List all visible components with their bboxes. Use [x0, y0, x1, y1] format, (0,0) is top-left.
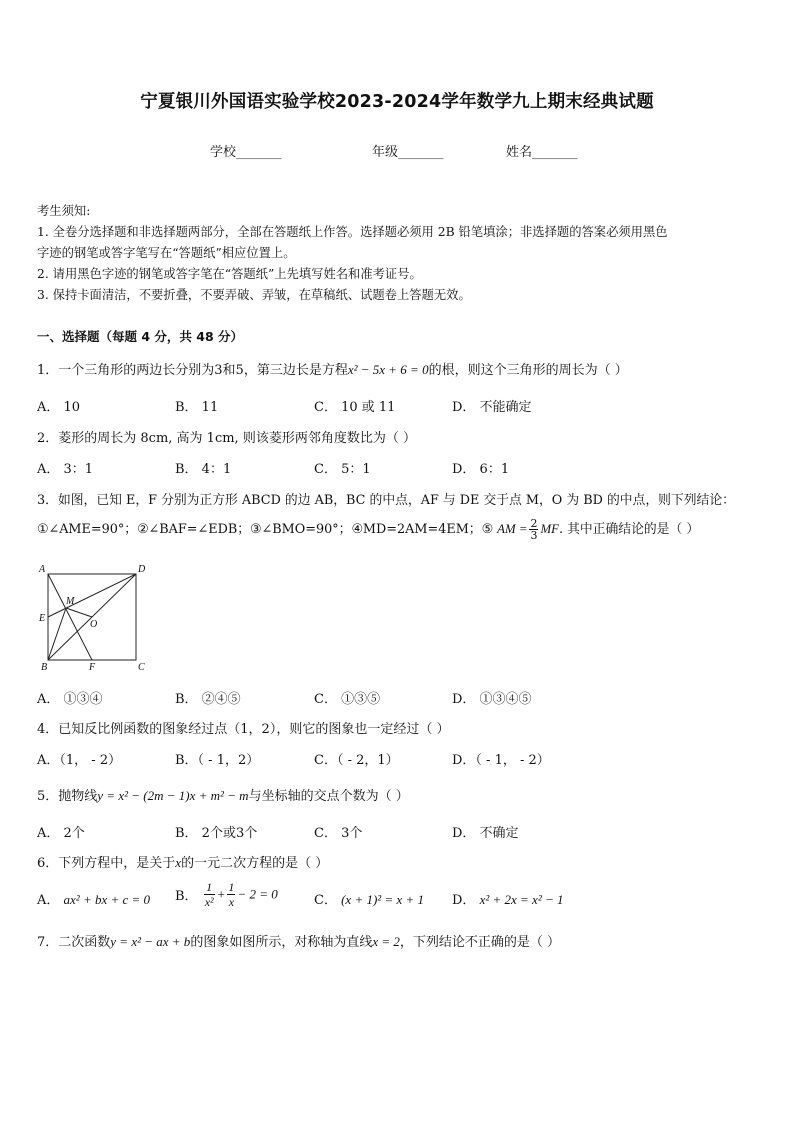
q6-text-pre: 6．下列方程中，是关于: [37, 856, 176, 871]
q3-text-post: . 其中正确结论的是（ ）: [558, 522, 700, 537]
q1-text-post: 的根，则这个三角形的周长为（ ）: [428, 363, 628, 378]
question-6: [37, 852, 328, 871]
q1-option-d: D． 不能确定: [452, 400, 532, 415]
note-1a: 1. 全卷分选择题和非选择题两部分，全部在答题纸上作答。选择题必须用 2B 铅笔填涂；非选择题的答案必须用黑色: [37, 225, 668, 239]
q5-text-post: 与坐标轴的交点个数为（ ）: [248, 789, 409, 804]
q6-variable: x: [175, 855, 182, 870]
q5-option-c: C． 3个: [314, 826, 363, 841]
q4-option-d: D．（ - 1， - 2）: [452, 753, 550, 768]
q3-option-a: A． ①③④: [37, 692, 103, 707]
label-c: C: [138, 662, 145, 673]
note-3: 3. 保持卡面清洁，不要折叠，不要弄破、弄皱，在草稿纸、试题卷上答题无效。: [37, 288, 471, 302]
notes-heading: 考生须知:: [37, 204, 91, 218]
q2-option-b: B． 4：1: [175, 462, 232, 477]
label-a: A: [39, 564, 46, 575]
q5-option-d: D． 不确定: [452, 826, 519, 841]
q5-equation: y = x² − (2m − 1)x + m² − m: [97, 788, 249, 803]
q4-option-c: C．（ - 2，1）: [314, 753, 399, 768]
q1-text-pre: 1．一个三角形的两边长分别为3和5，第三边长是方程: [37, 363, 348, 378]
q4-option-a: A．（1， - 2）: [37, 753, 122, 768]
section-heading: 一、选择题（每题 4 分，共 48 分）: [37, 329, 244, 344]
name-field: 姓名_______: [506, 145, 578, 160]
q7-axis: x = 2: [372, 934, 400, 949]
q7-equation: y = x² − ax + b: [110, 934, 191, 949]
question-7: 7．二次函数y = x² − ax + b的图象如图所示，对称轴为直线x = 2，下列结论不正确的是（ ）: [37, 934, 561, 950]
q3-option-c: C． ①③⑤: [314, 692, 381, 707]
square-figure: [36, 560, 156, 675]
label-m: M: [66, 596, 75, 607]
label-o: O: [90, 619, 98, 630]
question-4: 4．已知反比例函数的图象经过点（1，2），则它的图象也一定经过（ ）: [37, 722, 450, 737]
q4-option-b: B．（ - 1，2）: [175, 753, 260, 768]
q6-option-d: D． x² + 2x = x² − 1: [452, 892, 564, 908]
q5-option-b: B． 2个或3个: [175, 826, 258, 841]
q2-option-d: D． 6：1: [452, 462, 510, 477]
question-2: 2．菱形的周长为 8cm, 高为 1cm, 则该菱形两邻角度数比为（ ）: [37, 431, 416, 446]
note-2: 2. 请用黑色字迹的钢笔或答字笔在“答题纸”上先填写姓名和准考证号。: [37, 267, 422, 281]
q6-option-b: B． $\frac{1}{\text{x²}}$ + $\frac{1}{x}$ − 2 = 0: [175, 880, 278, 909]
q3-fraction: $\frac{2}{3}$: [530, 517, 538, 542]
q1-option-c: C． 10 或 11: [314, 400, 396, 415]
label-d: D: [138, 564, 146, 575]
q1-option-b: B． 11: [175, 400, 219, 415]
q3-am: AM =: [497, 522, 528, 536]
q5-text-pre: 5．抛物线: [37, 789, 98, 804]
q5-option-a: A． 2个: [37, 826, 85, 841]
q2-option-a: A． 3：1: [37, 462, 94, 477]
q6-option-a: A． ax² + bx + c = 0: [37, 892, 151, 908]
q3-option-b: B． ②④⑤: [175, 692, 241, 707]
q1-equation: x² − 5x + 6 = 0: [347, 362, 429, 377]
q1-option-a: A． 10: [37, 400, 81, 415]
question-5: [37, 785, 409, 804]
q3-option-d: D． ①③④⑤: [452, 692, 532, 707]
q2-option-c: C． 5：1: [314, 462, 371, 477]
label-f: F: [89, 662, 96, 673]
note-1b: 字迹的钢笔或答字笔写在“答题纸”相应位置上。: [37, 246, 296, 260]
label-e: E: [39, 613, 46, 624]
q3-mf: MF: [540, 522, 559, 536]
segment-af: [48, 574, 92, 660]
q3-conclusions: ①∠AME=90°；②∠BAF=∠EDB；③∠BMO=90°；④MD=2AM=4EM；⑤: [37, 522, 494, 537]
question-3-line-2: [37, 518, 699, 541]
q6-option-c: C． (x + 1)² = x + 1: [314, 892, 425, 908]
page-title: 宁夏银川外国语实验学校2023-2024学年数学九上期末经典试题: [140, 92, 654, 112]
question-1: [37, 359, 628, 378]
question-3-line-1: 3．如图，已知 E，F 分别为正方形 ABCD 的边 AB，BC 的中点，AF 与 DE 交于点 M，O 为 BD 的中点，则下列结论：: [37, 493, 735, 508]
label-b: B: [41, 662, 48, 673]
segment-mo: [66, 608, 92, 617]
school-field: 学校_______: [210, 145, 282, 160]
q6-text-post: 的一元二次方程的是（ ）: [181, 856, 329, 871]
grade-field: 年级_______: [372, 145, 444, 160]
segment-de: [48, 574, 136, 617]
